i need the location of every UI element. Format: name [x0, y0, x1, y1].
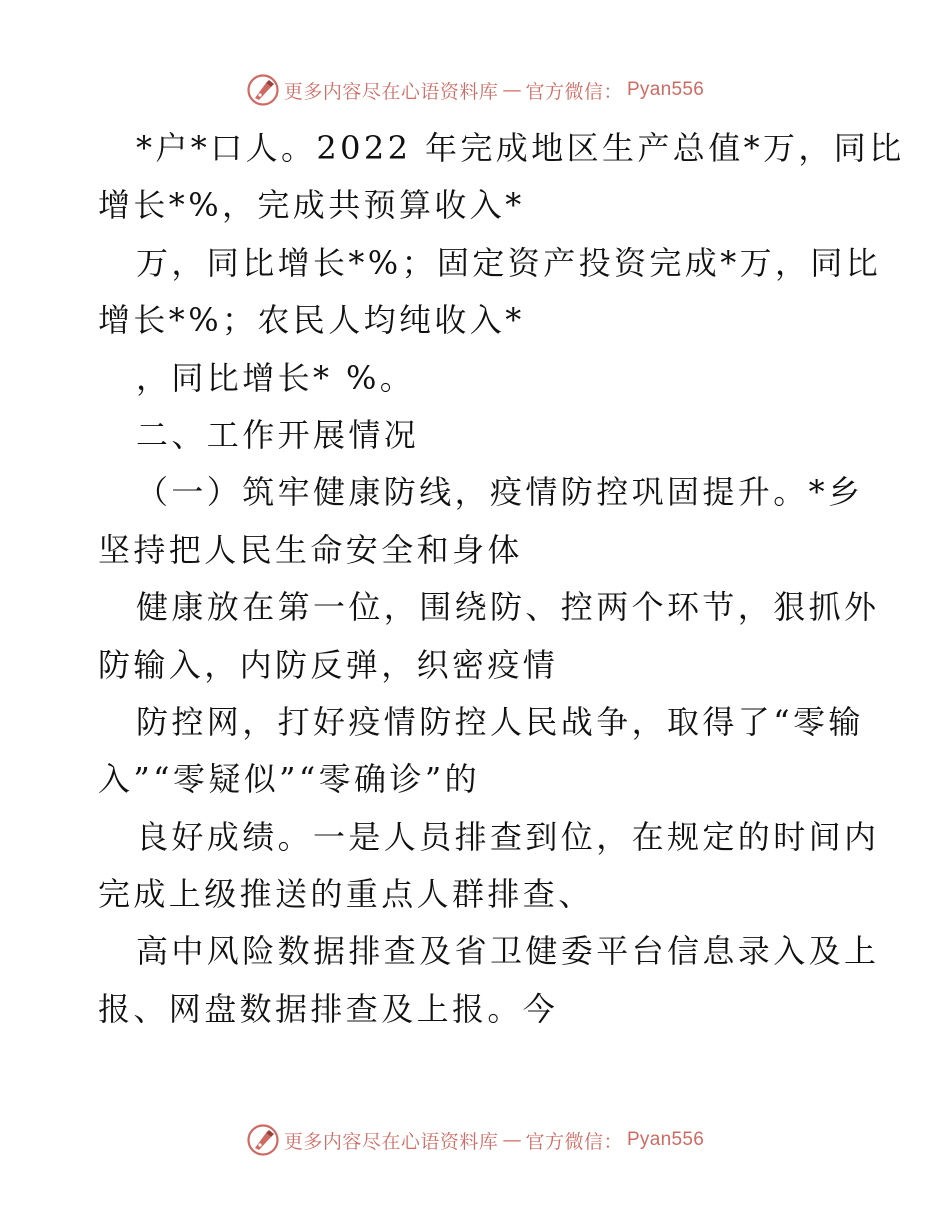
text-line: 防输入，内防反弹，织密疫情	[98, 645, 559, 684]
text-line: 增长*%；农民人均纯收入*	[98, 301, 525, 340]
pen-nib-logo-icon	[246, 73, 280, 107]
header-watermark	[0, 68, 950, 112]
text-line: 防控网，打好疫情防控人民战争，取得了“零输	[136, 702, 864, 741]
watermark-separator: —	[502, 1129, 522, 1151]
subsection-heading: （一）筑牢健康防线，疫情防控巩固提升。*乡	[136, 473, 864, 512]
text-line: *户*口人。2022 年完成地区生产总值*万，同比	[136, 129, 905, 167]
text-line: 完成上级推送的重点人群排查、	[98, 875, 594, 914]
watermark-separator: —	[502, 79, 522, 101]
text-line: 良好成绩。一是人员排查到位，在规定的时间内	[136, 817, 880, 856]
text-line: 入”“零疑似”“零确诊”的	[98, 760, 480, 799]
text-line: ，同比增长* %。	[136, 358, 416, 397]
watermark-account: Pyan556	[626, 79, 705, 100]
footer-watermark	[0, 1118, 950, 1162]
text-line: 高中风险数据排查及省卫健委平台信息录入及上	[136, 932, 880, 971]
text-line: 健康放在第一位，围绕防、控两个环节，狠抓外	[136, 588, 880, 627]
document-body	[98, 120, 905, 1038]
watermark-account: Pyan556	[626, 1129, 705, 1150]
watermark-text: 更多内容尽在心语资料库	[283, 80, 499, 103]
pen-nib-logo-icon	[246, 1123, 280, 1157]
section-heading: 二、工作开展情况	[136, 415, 420, 454]
text-line: 万，同比增长*%；固定资产投资完成*万，同比	[136, 243, 882, 282]
text-line: 增长*%，完成共预算收入*	[98, 186, 525, 225]
watermark-label: 官方微信：	[525, 1130, 623, 1153]
text-line: 坚持把人民生命安全和身体	[98, 530, 523, 569]
watermark-label: 官方微信：	[525, 80, 623, 103]
text-line: 报、网盘数据排查及上报。今	[98, 989, 559, 1028]
watermark-text: 更多内容尽在心语资料库	[283, 1130, 499, 1153]
